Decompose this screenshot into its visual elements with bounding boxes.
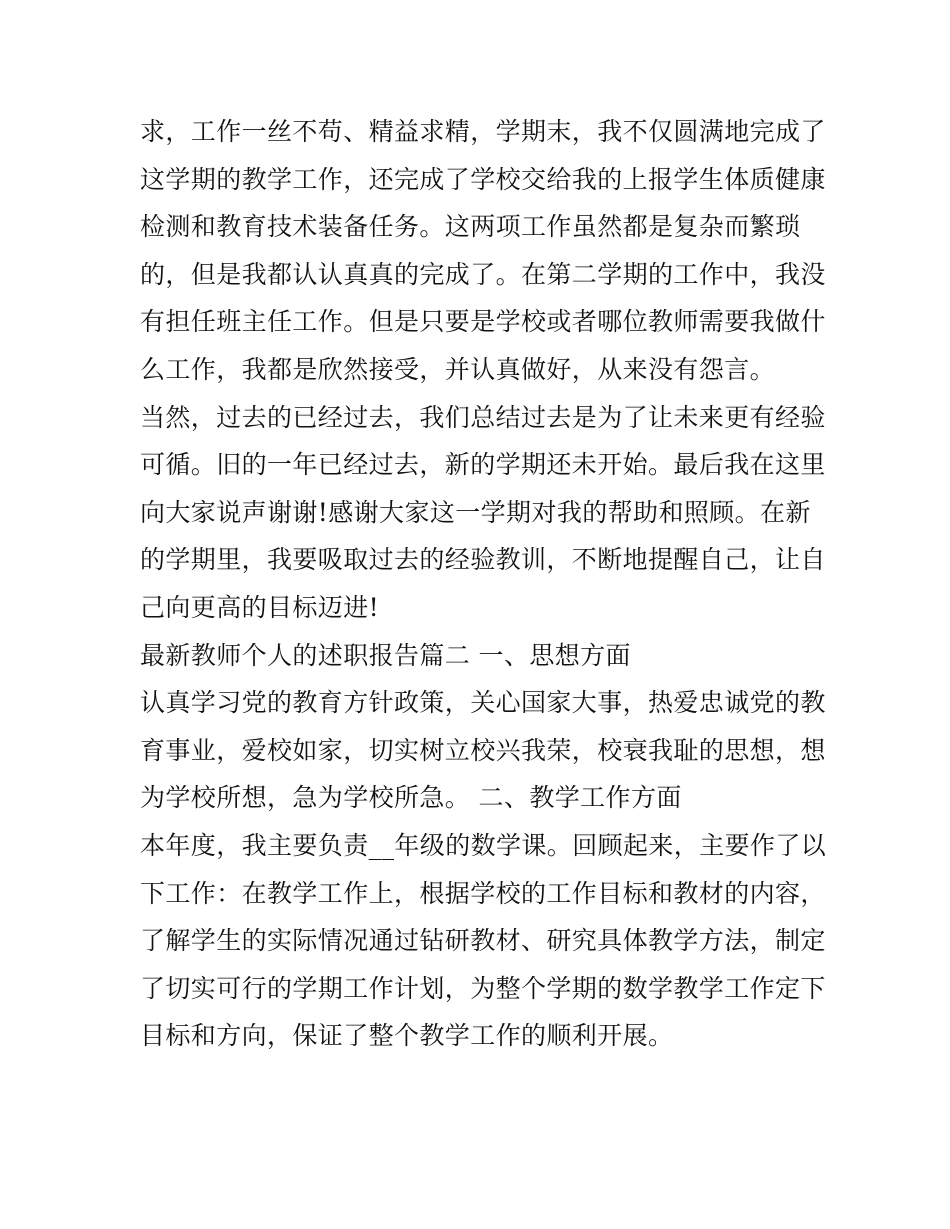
- text-line: 了切实可行的学期工作计划，为整个学期的数学教学工作定下: [140, 973, 826, 1003]
- text-line: 么工作，我都是欣然接受，并认真做好，从来没有怨言。: [140, 354, 776, 384]
- text-line: 向大家说声谢谢!感谢大家这一学期对我的帮助和照顾。在新: [140, 497, 811, 527]
- document-body: [140, 108, 827, 1060]
- text-line: 求，工作一丝不苟、精益求精，学期末，我不仅圆满地完成了: [140, 117, 826, 146]
- text-line: 的，但是我都认认真真的完成了。在第二学期的工作中，我没: [140, 259, 826, 289]
- text-line: 检测和教育技术装备任务。这两项工作虽然都是复杂而繁琐: [140, 212, 801, 242]
- text-line: 本年度，我主要负责__年级的数学课。回顾起来，主要作了以: [140, 830, 827, 860]
- text-line: 认真学习党的教育方针政策，关心国家大事，热爱忠诚党的教: [140, 688, 826, 718]
- text-line: 有担任班主任工作。但是只要是学校或者哪位教师需要我做什: [140, 307, 826, 337]
- text-line: 己向更高的目标迈进!: [140, 592, 380, 622]
- text-line: 可循。旧的一年已经过去，新的学期还未开始。最后我在这里: [140, 450, 826, 480]
- text-line: 为学校所想，急为学校所急。 二、教学工作方面: [140, 783, 682, 813]
- text-line: 的学期里，我要吸取过去的经验教训，不断地提醒自己，让自: [140, 545, 826, 575]
- text-line: 了解学生的实际情况通过钻研教材、研究具体教学方法，制定: [140, 926, 826, 956]
- section-heading: 最新教师个人的述职报告篇二 一、思想方面: [140, 640, 631, 670]
- text-line: 育事业，爱校如家，切实树立校兴我荣，校衰我耻的思想，想: [140, 735, 826, 765]
- text-line: 目标和方向，保证了整个教学工作的顺利开展。: [140, 1021, 674, 1051]
- text-line: 这学期的教学工作，还完成了学校交给我的上报学生体质健康: [140, 164, 826, 194]
- text-line: 下工作：在教学工作上，根据学校的工作目标和教材的内容，: [140, 878, 826, 908]
- text-line: 当然，过去的已经过去，我们总结过去是为了让未来更有经验: [140, 402, 826, 432]
